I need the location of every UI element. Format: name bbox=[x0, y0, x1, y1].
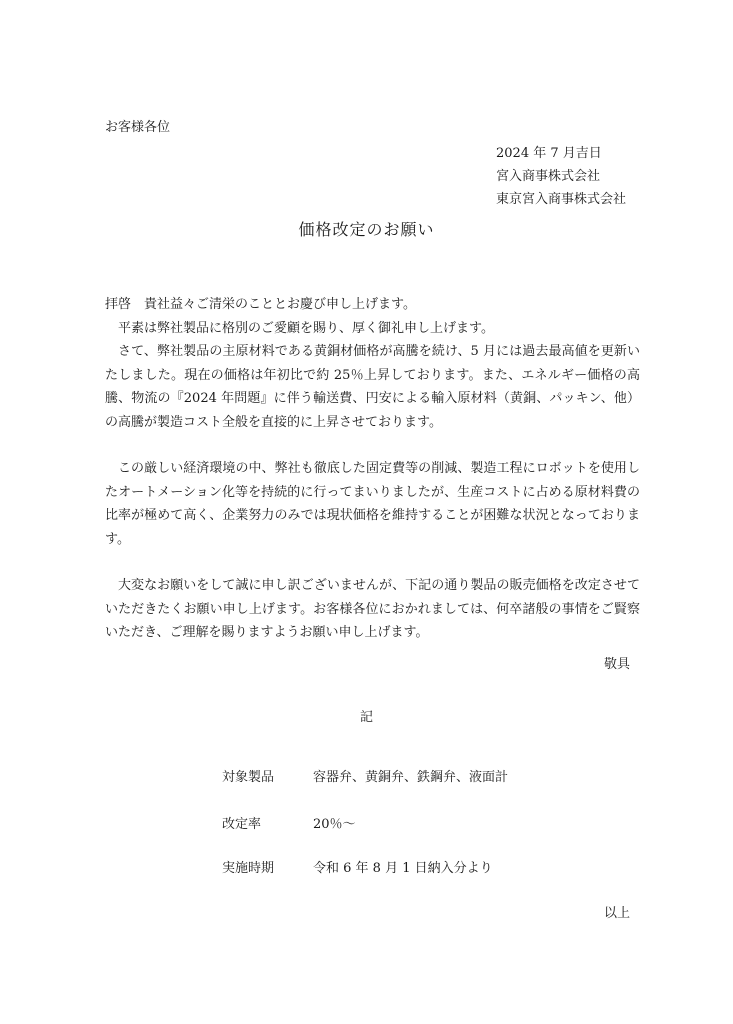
detail-value-date: 令和 6 年 8 月 1 日納入分より bbox=[313, 861, 493, 876]
opening-greeting: 拝啓 貴社益々ご清栄のこととお慶び申し上げます。 bbox=[105, 297, 416, 312]
recipient-salutation: お客様各位 bbox=[105, 120, 171, 135]
thanks-paragraph: 平素は弊社製品に格別のご愛顧を賜り、厚く御礼申し上げます。 bbox=[118, 320, 494, 336]
effort-paragraph: この厳しい経済環境の中、弊社も徹底した固定費等の削減、製造工程にロボットを使用したオートメーション化等を持続的に行ってまいりましたが、生産コストに占める原材料費の比率が極めて高く、企業努力のみでは現状価格を維持することが困難な状況となっております。 bbox=[105, 461, 640, 547]
ki-heading: 記 bbox=[359, 710, 373, 725]
sender-company-1: 宮入商事株式会社 bbox=[496, 169, 601, 184]
letter-date: 2024 年 7 月吉日 bbox=[496, 146, 602, 161]
letter-body bbox=[105, 293, 640, 645]
detail-label-rate: 改定率 bbox=[222, 817, 262, 832]
request-paragraph: 大変なお願いをして誠に申し訳ございませんが、下記の通り製品の販売価格を改定させていただきたくお願い申し上げます。お客様各位におかれましては、何卒諸般の事情をご賢察いただき、ご理解を賜りますようお願い申し上げます。 bbox=[105, 578, 640, 640]
detail-label-products: 対象製品 bbox=[222, 770, 275, 785]
reason-paragraph: さて、弊社製品の主原材料である黄銅材価格が高騰を続け、5 月には過去最高値を更新いたしました。現在の価格は年初比で約 25％上昇しております。また、エネルギー価格の高騰、物流の『2024 年問題』に伴う輸送費、円安による輸入原材料（黄銅、パッキン、他）の高騰が製造コスト全般を直接的に上昇させております。 bbox=[105, 344, 640, 430]
end-ijou: 以上 bbox=[603, 906, 630, 921]
sender-company-2: 東京宮入商事株式会社 bbox=[496, 192, 627, 207]
detail-label-date: 実施時期 bbox=[222, 861, 275, 876]
document-title: 価格改定のお願い bbox=[298, 220, 435, 239]
closing-keigu: 敬具 bbox=[603, 657, 630, 672]
detail-value-rate: 20％～ bbox=[313, 817, 356, 832]
detail-value-products: 容器弁、黄銅弁、鉄鋼弁、液面計 bbox=[313, 770, 509, 785]
sender-block bbox=[496, 142, 626, 211]
